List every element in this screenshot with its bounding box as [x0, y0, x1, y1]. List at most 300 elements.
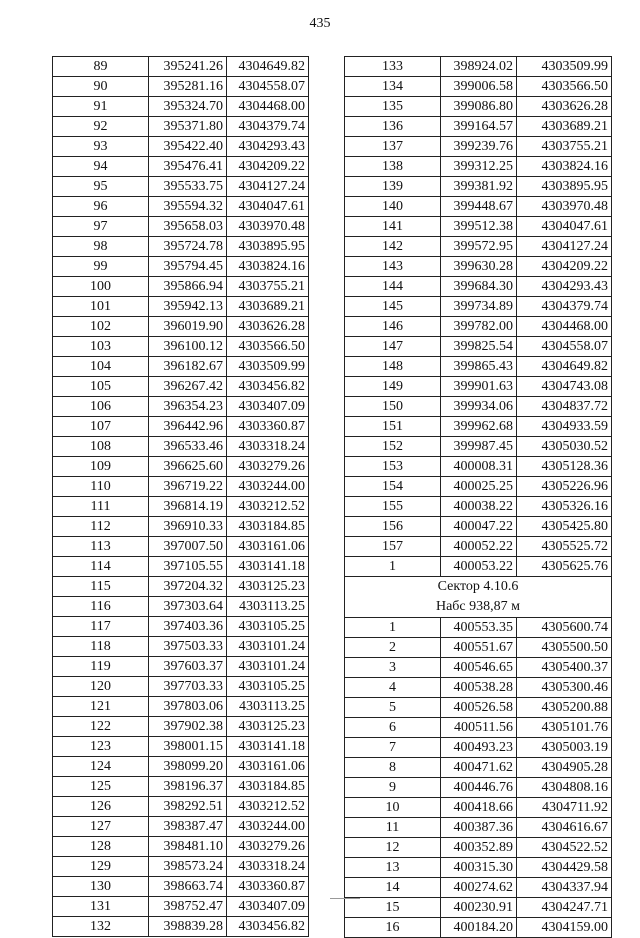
point-number-cell: 98	[53, 237, 149, 257]
section-title: Сектор 4.10.6	[437, 579, 519, 594]
x-coordinate-cell: 398752.47	[149, 897, 227, 917]
x-coordinate-cell: 396267.42	[149, 377, 227, 397]
x-coordinate-cell: 400446.76	[441, 778, 517, 798]
y-coordinate-cell: 4304047.61	[517, 217, 612, 237]
point-number-cell: 115	[53, 577, 149, 597]
table-row	[345, 718, 612, 738]
x-coordinate-cell: 395324.70	[149, 97, 227, 117]
x-coordinate-cell: 395866.94	[149, 277, 227, 297]
y-coordinate-cell: 4304616.67	[517, 818, 612, 838]
point-number-cell: 94	[53, 157, 149, 177]
table-row	[53, 877, 309, 897]
table-row	[53, 517, 309, 537]
y-coordinate-cell: 4305101.76	[517, 718, 612, 738]
y-coordinate-cell: 4303970.48	[227, 217, 309, 237]
y-coordinate-cell: 4303689.21	[227, 297, 309, 317]
section-row	[345, 577, 612, 618]
point-number-cell: 150	[345, 397, 441, 417]
table-row	[53, 777, 309, 797]
point-number-cell: 89	[53, 57, 149, 77]
y-coordinate-cell: 4303244.00	[227, 817, 309, 837]
x-coordinate-cell: 397503.33	[149, 637, 227, 657]
y-coordinate-cell: 4305326.16	[517, 497, 612, 517]
table-row	[53, 137, 309, 157]
y-coordinate-cell: 4304127.24	[227, 177, 309, 197]
x-coordinate-cell: 398099.20	[149, 757, 227, 777]
table-row	[53, 817, 309, 837]
x-coordinate-cell: 400471.62	[441, 758, 517, 778]
x-coordinate-cell: 399312.25	[441, 157, 517, 177]
point-number-cell: 137	[345, 137, 441, 157]
x-coordinate-cell: 395533.75	[149, 177, 227, 197]
table-row	[53, 737, 309, 757]
x-coordinate-cell: 395281.16	[149, 77, 227, 97]
table-row	[345, 698, 612, 718]
x-coordinate-cell: 397703.33	[149, 677, 227, 697]
y-coordinate-cell: 4303566.50	[517, 77, 612, 97]
x-coordinate-cell: 400008.31	[441, 457, 517, 477]
point-number-cell: 133	[345, 57, 441, 77]
y-coordinate-cell: 4303212.52	[227, 797, 309, 817]
x-coordinate-cell: 397803.06	[149, 697, 227, 717]
y-coordinate-cell: 4304649.82	[517, 357, 612, 377]
table-row	[345, 197, 612, 217]
x-coordinate-cell: 396533.46	[149, 437, 227, 457]
y-coordinate-cell: 4304558.07	[227, 77, 309, 97]
table-row	[53, 697, 309, 717]
point-number-cell: 99	[53, 257, 149, 277]
x-coordinate-cell: 395422.40	[149, 137, 227, 157]
table-row	[345, 878, 612, 898]
y-coordinate-cell: 4304933.59	[517, 417, 612, 437]
y-coordinate-cell: 4303141.18	[227, 737, 309, 757]
point-number-cell: 131	[53, 897, 149, 917]
x-coordinate-cell: 398924.02	[441, 57, 517, 77]
x-coordinate-cell: 396625.60	[149, 457, 227, 477]
point-number-cell: 148	[345, 357, 441, 377]
y-coordinate-cell: 4304743.08	[517, 377, 612, 397]
x-coordinate-cell: 396719.22	[149, 477, 227, 497]
x-coordinate-cell: 395241.26	[149, 57, 227, 77]
y-coordinate-cell: 4303407.09	[227, 897, 309, 917]
y-coordinate-cell: 4305500.50	[517, 638, 612, 658]
table-row	[345, 918, 612, 938]
x-coordinate-cell: 397007.50	[149, 537, 227, 557]
x-coordinate-cell: 399448.67	[441, 197, 517, 217]
table-row	[345, 618, 612, 638]
y-coordinate-cell: 4303125.23	[227, 717, 309, 737]
point-number-cell: 126	[53, 797, 149, 817]
point-number-cell: 135	[345, 97, 441, 117]
y-coordinate-cell: 4304047.61	[227, 197, 309, 217]
table-row	[53, 117, 309, 137]
table-row	[345, 557, 612, 577]
table-row	[53, 177, 309, 197]
x-coordinate-cell: 399734.89	[441, 297, 517, 317]
y-coordinate-cell: 4303824.16	[517, 157, 612, 177]
x-coordinate-cell: 399782.00	[441, 317, 517, 337]
y-coordinate-cell: 4305200.88	[517, 698, 612, 718]
point-number-cell: 12	[345, 838, 441, 858]
x-coordinate-cell: 397303.64	[149, 597, 227, 617]
y-coordinate-cell: 4304649.82	[227, 57, 309, 77]
x-coordinate-cell: 395594.32	[149, 197, 227, 217]
x-coordinate-cell: 400052.22	[441, 537, 517, 557]
left-coordinates-table	[52, 56, 309, 937]
point-number-cell: 106	[53, 397, 149, 417]
y-coordinate-cell: 4305003.19	[517, 738, 612, 758]
table-row	[345, 457, 612, 477]
y-coordinate-cell: 4303566.50	[227, 337, 309, 357]
table-row	[345, 357, 612, 377]
table-row	[345, 417, 612, 437]
table-row	[53, 637, 309, 657]
table-row	[345, 858, 612, 878]
x-coordinate-cell: 400418.66	[441, 798, 517, 818]
table-row	[345, 217, 612, 237]
point-number-cell: 147	[345, 337, 441, 357]
point-number-cell: 109	[53, 457, 149, 477]
table-row	[53, 577, 309, 597]
table-row	[345, 177, 612, 197]
x-coordinate-cell: 398573.24	[149, 857, 227, 877]
x-coordinate-cell: 400038.22	[441, 497, 517, 517]
y-coordinate-cell: 4305226.96	[517, 477, 612, 497]
point-number-cell: 108	[53, 437, 149, 457]
table-row	[53, 497, 309, 517]
point-number-cell: 105	[53, 377, 149, 397]
x-coordinate-cell: 397902.38	[149, 717, 227, 737]
x-coordinate-cell: 400352.89	[441, 838, 517, 858]
y-coordinate-cell: 4304127.24	[517, 237, 612, 257]
x-coordinate-cell: 399239.76	[441, 137, 517, 157]
x-coordinate-cell: 395794.45	[149, 257, 227, 277]
x-coordinate-cell: 396354.23	[149, 397, 227, 417]
point-number-cell: 141	[345, 217, 441, 237]
x-coordinate-cell: 399825.54	[441, 337, 517, 357]
section-header	[345, 577, 612, 618]
table-row	[345, 678, 612, 698]
point-number-cell: 102	[53, 317, 149, 337]
y-coordinate-cell: 4304558.07	[517, 337, 612, 357]
table-row	[345, 497, 612, 517]
table-row	[53, 897, 309, 917]
y-coordinate-cell: 4303755.21	[227, 277, 309, 297]
point-number-cell: 144	[345, 277, 441, 297]
point-number-cell: 118	[53, 637, 149, 657]
y-coordinate-cell: 4304468.00	[227, 97, 309, 117]
point-number-cell: 129	[53, 857, 149, 877]
table-row	[53, 197, 309, 217]
point-number-cell: 92	[53, 117, 149, 137]
x-coordinate-cell: 397105.55	[149, 557, 227, 577]
y-coordinate-cell: 4303113.25	[227, 697, 309, 717]
table-row	[345, 257, 612, 277]
y-coordinate-cell: 4303161.06	[227, 757, 309, 777]
table-row	[345, 638, 612, 658]
table-row	[345, 117, 612, 137]
scan-artifact-line	[330, 898, 360, 899]
y-coordinate-cell: 4304429.58	[517, 858, 612, 878]
right-table-body-before	[345, 57, 612, 577]
table-row	[53, 557, 309, 577]
y-coordinate-cell: 4303360.87	[227, 417, 309, 437]
y-coordinate-cell: 4303824.16	[227, 257, 309, 277]
table-row	[345, 137, 612, 157]
x-coordinate-cell: 399901.63	[441, 377, 517, 397]
point-number-cell: 16	[345, 918, 441, 938]
table-row	[53, 457, 309, 477]
point-number-cell: 136	[345, 117, 441, 137]
point-number-cell: 110	[53, 477, 149, 497]
point-number-cell: 100	[53, 277, 149, 297]
y-coordinate-cell: 4303113.25	[227, 597, 309, 617]
point-number-cell: 93	[53, 137, 149, 157]
y-coordinate-cell: 4304293.43	[227, 137, 309, 157]
table-row	[53, 917, 309, 937]
y-coordinate-cell: 4303689.21	[517, 117, 612, 137]
point-number-cell: 104	[53, 357, 149, 377]
table-row	[345, 77, 612, 97]
point-number-cell: 101	[53, 297, 149, 317]
table-row	[53, 617, 309, 637]
point-number-cell: 8	[345, 758, 441, 778]
table-row	[345, 778, 612, 798]
x-coordinate-cell: 399086.80	[441, 97, 517, 117]
y-coordinate-cell: 4305600.74	[517, 618, 612, 638]
x-coordinate-cell: 396100.12	[149, 337, 227, 357]
point-number-cell: 1	[345, 618, 441, 638]
point-number-cell: 11	[345, 818, 441, 838]
table-row	[53, 437, 309, 457]
point-number-cell: 117	[53, 617, 149, 637]
point-number-cell: 13	[345, 858, 441, 878]
point-number-cell: 3	[345, 658, 441, 678]
table-row	[53, 757, 309, 777]
table-row	[53, 537, 309, 557]
table-row	[345, 157, 612, 177]
x-coordinate-cell: 395724.78	[149, 237, 227, 257]
point-number-cell: 15	[345, 898, 441, 918]
point-number-cell: 103	[53, 337, 149, 357]
section-cell	[345, 577, 612, 618]
table-row	[345, 477, 612, 497]
x-coordinate-cell: 399572.95	[441, 237, 517, 257]
x-coordinate-cell: 398387.47	[149, 817, 227, 837]
table-row	[53, 717, 309, 737]
point-number-cell: 149	[345, 377, 441, 397]
table-row	[53, 357, 309, 377]
point-number-cell: 2	[345, 638, 441, 658]
point-number-cell: 7	[345, 738, 441, 758]
y-coordinate-cell: 4305300.46	[517, 678, 612, 698]
table-row	[345, 898, 612, 918]
x-coordinate-cell: 395658.03	[149, 217, 227, 237]
y-coordinate-cell: 4305128.36	[517, 457, 612, 477]
x-coordinate-cell: 395942.13	[149, 297, 227, 317]
table-row	[53, 837, 309, 857]
y-coordinate-cell: 4303318.24	[227, 857, 309, 877]
table-row	[345, 337, 612, 357]
x-coordinate-cell: 399512.38	[441, 217, 517, 237]
x-coordinate-cell: 400025.25	[441, 477, 517, 497]
y-coordinate-cell: 4303279.26	[227, 837, 309, 857]
y-coordinate-cell: 4304711.92	[517, 798, 612, 818]
point-number-cell: 152	[345, 437, 441, 457]
x-coordinate-cell: 400053.22	[441, 557, 517, 577]
y-coordinate-cell: 4305625.76	[517, 557, 612, 577]
table-row	[345, 437, 612, 457]
y-coordinate-cell: 4303212.52	[227, 497, 309, 517]
y-coordinate-cell: 4304379.74	[517, 297, 612, 317]
point-number-cell: 124	[53, 757, 149, 777]
y-coordinate-cell: 4304159.00	[517, 918, 612, 938]
point-number-cell: 122	[53, 717, 149, 737]
y-coordinate-cell: 4303101.24	[227, 637, 309, 657]
x-coordinate-cell: 400315.30	[441, 858, 517, 878]
point-number-cell: 138	[345, 157, 441, 177]
table-row	[53, 317, 309, 337]
table-row	[345, 317, 612, 337]
x-coordinate-cell: 397403.36	[149, 617, 227, 637]
y-coordinate-cell: 4303360.87	[227, 877, 309, 897]
point-number-cell: 123	[53, 737, 149, 757]
y-coordinate-cell: 4305425.80	[517, 517, 612, 537]
point-number-cell: 157	[345, 537, 441, 557]
y-coordinate-cell: 4304209.22	[227, 157, 309, 177]
x-coordinate-cell: 398839.28	[149, 917, 227, 937]
point-number-cell: 95	[53, 177, 149, 197]
y-coordinate-cell: 4303101.24	[227, 657, 309, 677]
point-number-cell: 140	[345, 197, 441, 217]
point-number-cell: 154	[345, 477, 441, 497]
y-coordinate-cell: 4303105.25	[227, 677, 309, 697]
table-row	[345, 277, 612, 297]
point-number-cell: 156	[345, 517, 441, 537]
point-number-cell: 128	[53, 837, 149, 857]
table-row	[53, 657, 309, 677]
table-row	[345, 97, 612, 117]
point-number-cell: 9	[345, 778, 441, 798]
point-number-cell: 90	[53, 77, 149, 97]
x-coordinate-cell: 399865.43	[441, 357, 517, 377]
point-number-cell: 146	[345, 317, 441, 337]
x-coordinate-cell: 399006.58	[441, 77, 517, 97]
x-coordinate-cell: 400546.65	[441, 658, 517, 678]
table-row	[53, 157, 309, 177]
table-row	[345, 658, 612, 678]
y-coordinate-cell: 4303970.48	[517, 197, 612, 217]
y-coordinate-cell: 4303626.28	[227, 317, 309, 337]
table-row	[53, 477, 309, 497]
x-coordinate-cell: 396910.33	[149, 517, 227, 537]
y-coordinate-cell: 4304209.22	[517, 257, 612, 277]
x-coordinate-cell: 400230.91	[441, 898, 517, 918]
y-coordinate-cell: 4304522.52	[517, 838, 612, 858]
table-row	[53, 277, 309, 297]
point-number-cell: 6	[345, 718, 441, 738]
table-row	[345, 377, 612, 397]
x-coordinate-cell: 398196.37	[149, 777, 227, 797]
table-row	[345, 517, 612, 537]
point-number-cell: 120	[53, 677, 149, 697]
section-subtitle: Набс 938,87 м	[435, 599, 521, 614]
y-coordinate-cell: 4303626.28	[517, 97, 612, 117]
x-coordinate-cell: 398001.15	[149, 737, 227, 757]
x-coordinate-cell: 396182.67	[149, 357, 227, 377]
x-coordinate-cell: 395371.80	[149, 117, 227, 137]
point-number-cell: 155	[345, 497, 441, 517]
y-coordinate-cell: 4303509.99	[227, 357, 309, 377]
y-coordinate-cell: 4304468.00	[517, 317, 612, 337]
point-number-cell: 153	[345, 457, 441, 477]
table-row	[53, 677, 309, 697]
y-coordinate-cell: 4303895.95	[517, 177, 612, 197]
point-number-cell: 143	[345, 257, 441, 277]
y-coordinate-cell: 4304247.71	[517, 898, 612, 918]
table-row	[53, 257, 309, 277]
y-coordinate-cell: 4303456.82	[227, 377, 309, 397]
table-row	[53, 377, 309, 397]
y-coordinate-cell: 4304905.28	[517, 758, 612, 778]
point-number-cell: 14	[345, 878, 441, 898]
table-row	[53, 297, 309, 317]
table-row	[53, 857, 309, 877]
y-coordinate-cell: 4303318.24	[227, 437, 309, 457]
table-row	[53, 797, 309, 817]
x-coordinate-cell: 400538.28	[441, 678, 517, 698]
x-coordinate-cell: 400387.36	[441, 818, 517, 838]
y-coordinate-cell: 4304293.43	[517, 277, 612, 297]
point-number-cell: 112	[53, 517, 149, 537]
point-number-cell: 96	[53, 197, 149, 217]
x-coordinate-cell: 395476.41	[149, 157, 227, 177]
point-number-cell: 119	[53, 657, 149, 677]
table-row	[345, 297, 612, 317]
x-coordinate-cell: 399962.68	[441, 417, 517, 437]
y-coordinate-cell: 4303141.18	[227, 557, 309, 577]
y-coordinate-cell: 4303161.06	[227, 537, 309, 557]
x-coordinate-cell: 397204.32	[149, 577, 227, 597]
y-coordinate-cell: 4303125.23	[227, 577, 309, 597]
x-coordinate-cell: 398663.74	[149, 877, 227, 897]
x-coordinate-cell: 400493.23	[441, 738, 517, 758]
point-number-cell: 116	[53, 597, 149, 617]
table-row	[53, 97, 309, 117]
point-number-cell: 5	[345, 698, 441, 718]
point-number-cell: 145	[345, 297, 441, 317]
y-coordinate-cell: 4303456.82	[227, 917, 309, 937]
point-number-cell: 132	[53, 917, 149, 937]
x-coordinate-cell: 400553.35	[441, 618, 517, 638]
table-row	[345, 237, 612, 257]
point-number-cell: 111	[53, 497, 149, 517]
table-row	[53, 77, 309, 97]
y-coordinate-cell: 4305525.72	[517, 537, 612, 557]
x-coordinate-cell: 398292.51	[149, 797, 227, 817]
table-row	[53, 397, 309, 417]
point-number-cell: 142	[345, 237, 441, 257]
table-row	[53, 337, 309, 357]
x-coordinate-cell: 399934.06	[441, 397, 517, 417]
point-number-cell: 125	[53, 777, 149, 797]
point-number-cell: 114	[53, 557, 149, 577]
table-row	[53, 237, 309, 257]
x-coordinate-cell: 399630.28	[441, 257, 517, 277]
table-row	[345, 758, 612, 778]
y-coordinate-cell: 4305400.37	[517, 658, 612, 678]
x-coordinate-cell: 396442.96	[149, 417, 227, 437]
